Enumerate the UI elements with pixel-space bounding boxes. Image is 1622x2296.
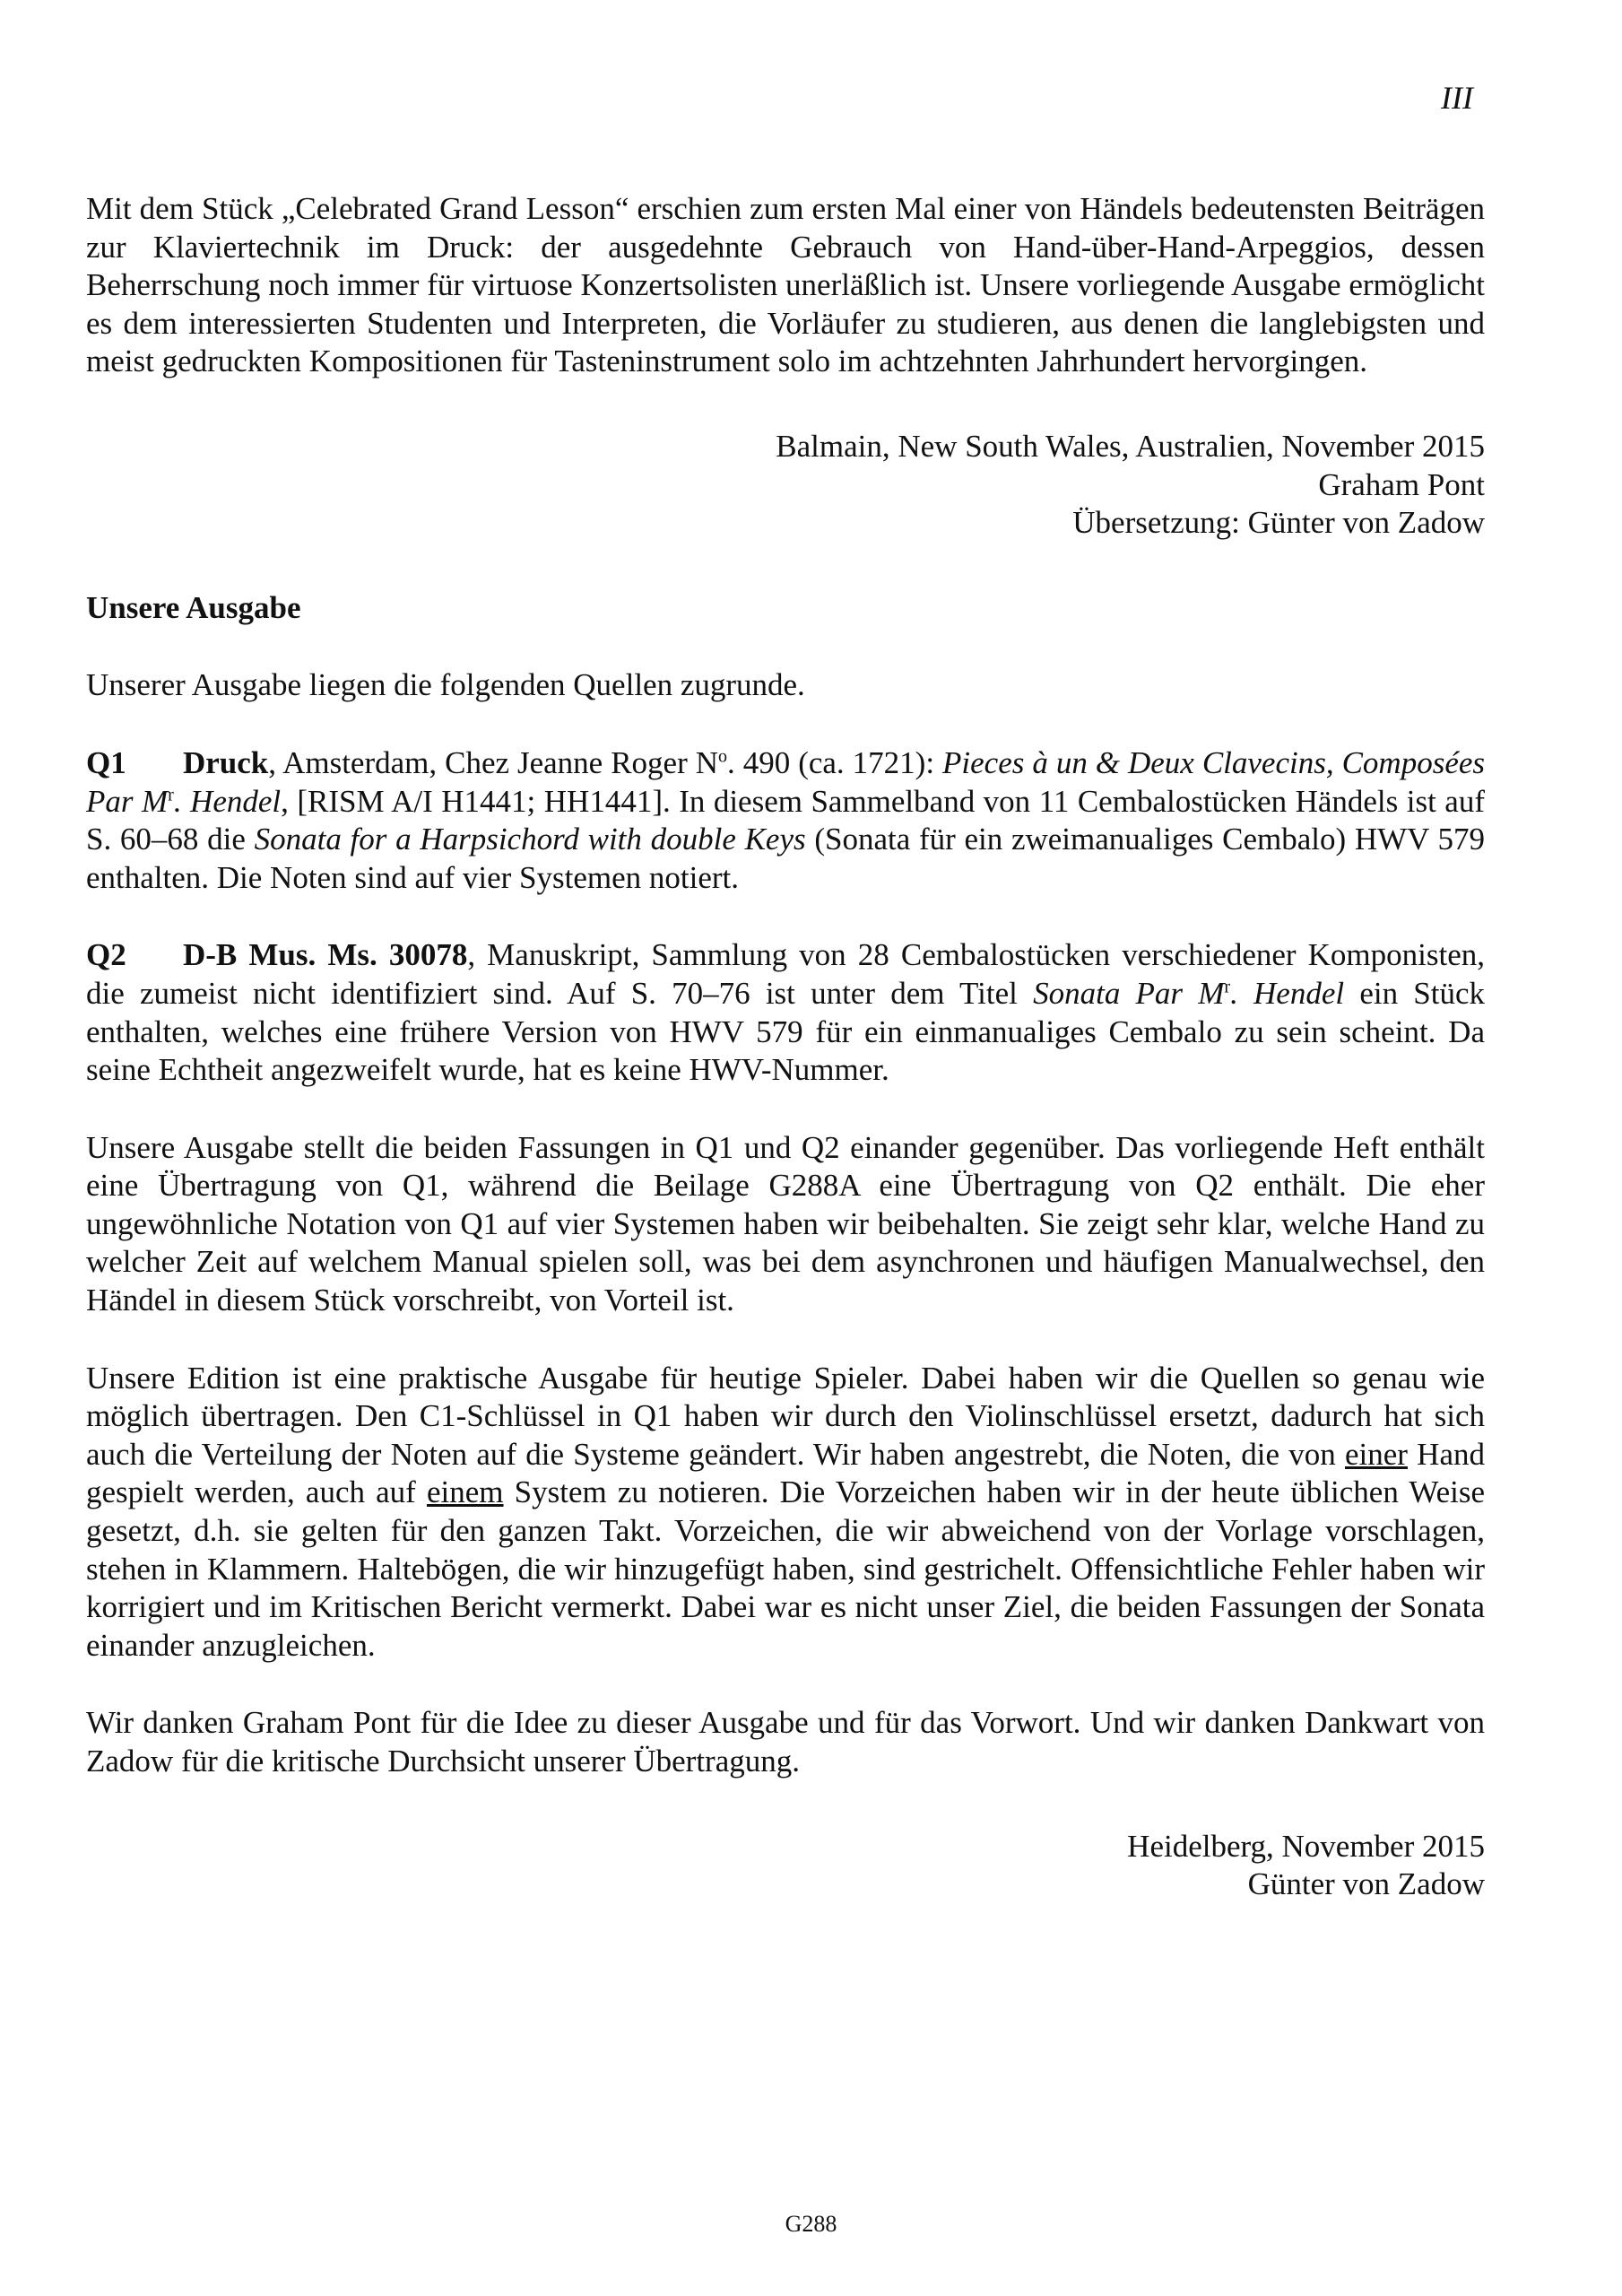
source-title: Druck [183,744,269,780]
paragraph-versions: Unsere Ausgabe stellt die beiden Fassungen in Q1 und Q2 einander gegenüber. Das vorliegende Heft enthält eine Übertragung von Q1, während die Beilage G288A eine Übertragung von Q2 enthält. Die eher ungewöhnliche Notation von Q1 auf vier Systemen haben wir beibehalten. Sie zeigt sehr klar, welche Hand zu welcher Zeit auf welchem Manual spielen soll, was bei dem asynchronen und häufigen Manualwechsel, den Händel in diesem Stück vorschreibt, von Vorteil ist. [86,1129,1485,1318]
paragraph-edition: Unsere Edition ist eine praktische Ausgabe für heutige Spieler. Dabei haben wir die Quellen so genau wie möglich übertragen. Den C1-Schlüssel in Q1 haben wir durch den Violinschlüssel ersetzt, dadurch hat sich auch die Verteilung der Noten auf die Systeme geändert. Wir haben angestrebt, die Noten, die von einer Hand gespielt werden, auch auf einem System zu notieren. Die Vorzeichen haben wir in der heute üblichen Weise gesetzt, d.h. sie gelten für den ganzen Takt. Vorzeichen, die wir abweichend von der Vorlage vorschlagen, stehen in Klammern. Haltebögen, die wir hinzugefügt haben, sind gestrichelt. Offensichtliche Fehler haben wir korrigiert und im Kritischen Bericht vermerkt. Dabei war es nicht unser Ziel, die beiden Fassungen der Sonata einander anzugleichen. [86,1360,1485,1663]
paragraph-thanks: Wir danken Graham Pont für die Idee zu dieser Ausgabe und für das Vorwort. Und wir danken Dankwart von Zadow für die kritische Durchsicht unserer Übertragung. [86,1705,1485,1779]
source-label: Q2 [86,937,126,973]
signature-author: Günter von Zadow [1247,1866,1485,1902]
signature-translation: Übersetzung: Günter von Zadow [1072,505,1485,541]
intro-paragraph: Mit dem Stück „Celebrated Grand Lesson“ erschien zum ersten Mal einer von Händels bedeutensten Beiträgen zur Klaviertechnik im Druck: der ausgedehnte Gebrauch von Hand-über-Hand-Arpeggios, dessen Beherrschung noch immer für virtuose Konzertsolisten unerläßlich ist. Unsere vorliegende Ausgabe ermöglicht es dem interessierten Studenten und Interpreten, die Vorläufer zu studieren, aus denen die langlebigsten und meist gedruckten Kompositionen für Tasteninstrument solo im achtzehnten Jahrhundert hervorgingen. [86,191,1485,379]
signature-author: Graham Pont [1318,466,1485,502]
signature-block-zadow [86,1828,1485,1904]
signature-block-pont [86,428,1485,543]
source-work-title: Sonata Par M [1033,975,1225,1011]
sources-intro: Unserer Ausgabe liegen die folgenden Quellen zugrunde. [86,667,805,703]
source-work-title: Pieces à un & Deux Clavecins, Composées Par M [86,744,1486,819]
source-q2: Q2 D-B Mus. Ms. 30078, Manuskript, Sammlung von 28 Cembalostücken verschiedener Komponisten, die zumeist nicht identifiziert sind. Auf S. 70–76 ist unter dem Titel Sonata Par $M^r$. Hendel ein Stück enthalten, welches eine frühere Version von HWV 579 für ein einmanualiges Cembalo zu sein scheint. Da seine Echtheit angezweifelt wurde, hat es keine HWV-Nummer. [86,937,1486,1088]
signature-place-date: Heidelberg, November 2015 [1127,1828,1485,1864]
page-number: III [1441,80,1473,116]
page-content [86,190,1485,1904]
footer-code: G288 [785,2211,837,2237]
sonata-title: Sonata for a Harpsichord with double Keys [254,822,806,857]
source-title: D-B Mus. Ms. 30078 [183,937,468,973]
signature-place-date: Balmain, New South Wales, Australien, November 2015 [776,428,1485,464]
source-q1: Q1 Druck, Amsterdam, Chez Jeanne Roger $N^o$. 490 (ca. 1721): Pieces à un & Deux Clavecins, Composées Par $M^r$. Hendel, [RISM A/I H1441; HH1441]. In diesem Sammelband von 11 Cembalostücken Händels ist auf S. 60–68 die Sonata for a Harpsichord with double Keys (Sonata für ein zweimanualiges Cembalo) HWV 579 enthalten. Die Noten sind auf vier Systemen notiert. [86,744,1486,895]
source-label: Q1 [86,744,126,780]
section-heading: Unsere Ausgabe [86,589,301,625]
